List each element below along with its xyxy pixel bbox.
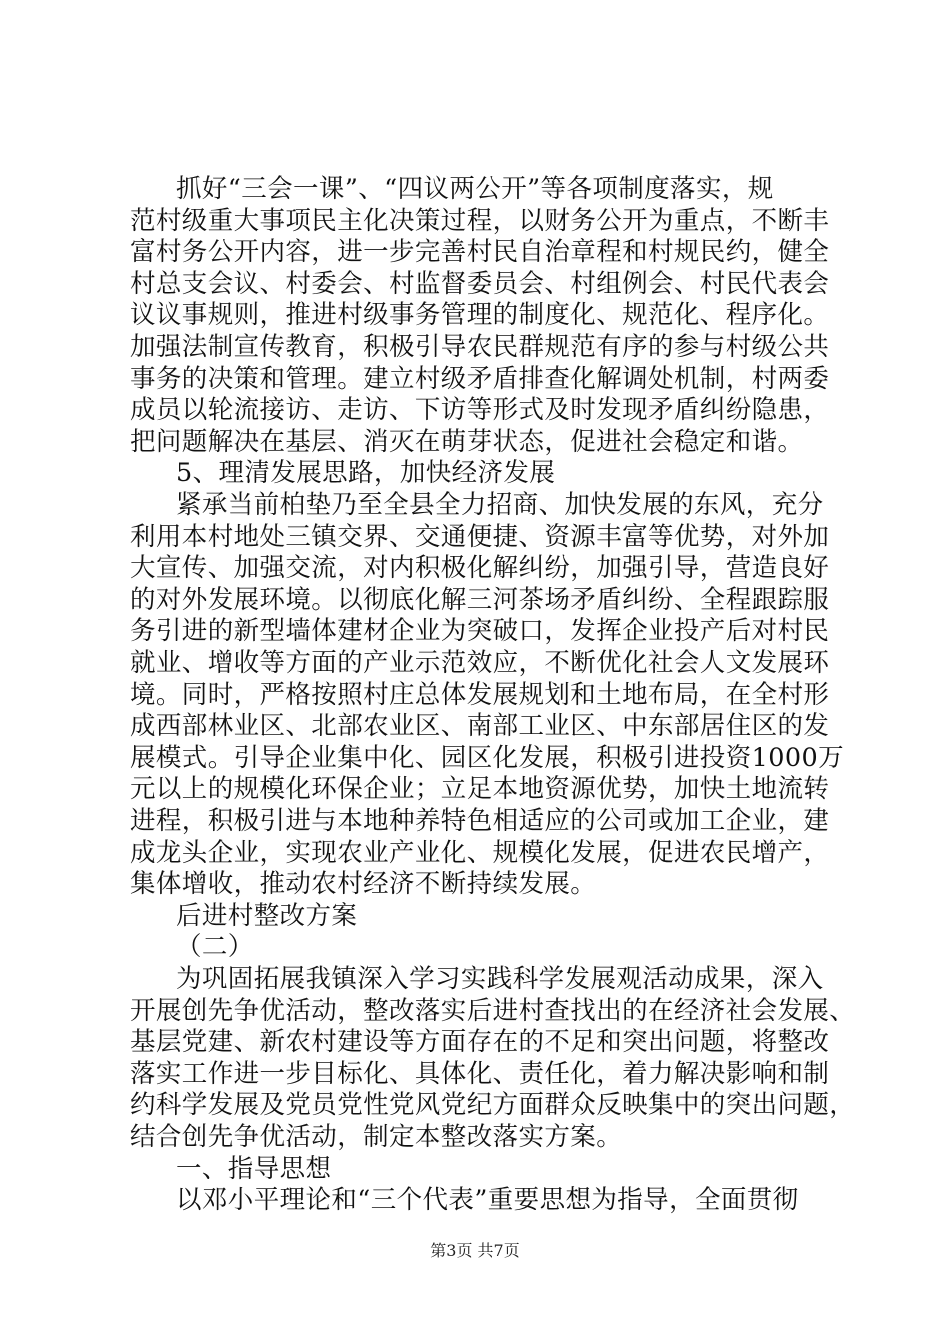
paragraph-line: 事务的决策和管理。建立村级矛盾排查化解调处机制，村两委 [130, 363, 830, 394]
paragraph-line: 进程，积极引进与本地种养特色相适应的公司或加工企业，建 [130, 806, 830, 836]
document-subtitle: （二） [176, 932, 254, 963]
paragraph-line: 务引进的新型墙体建材企业为突破口，发挥企业投产后对村民 [130, 616, 830, 647]
paragraph-line: 基层党建、新农村建设等方面存在的不足和突出问题，将整改 [130, 1027, 830, 1058]
paragraph-line: 成员以轮流接访、走访、下访等形式及时发现矛盾纠纷隐患， [130, 395, 830, 426]
paragraph-line: 紧承当前柏垫乃至全县全力招商、加快发展的东风，充分 [176, 490, 824, 520]
paragraph-line: 结合创先争优活动，制定本整改落实方案。 [130, 1122, 623, 1152]
paragraph-line: 把问题解决在基层、消灭在萌芽状态，促进社会稳定和谐。 [130, 426, 804, 457]
paragraph-line: 为巩固拓展我镇深入学习实践科学发展观活动成果，深入 [176, 964, 824, 994]
paragraph-line: 大宣传、加强交流，对内积极化解纠纷，加强引导，营造良好 [130, 553, 830, 584]
paragraph-line: 以邓小平理论和“三个代表”重要思想为指导，全面贯彻 [176, 1185, 799, 1216]
paragraph-line: 成西部林业区、北部农业区、南部工业区、中东部居住区的发 [130, 711, 830, 742]
paragraph-line: 村总支会议、村委会、村监督委员会、村组例会、村民代表会 [130, 268, 830, 299]
paragraph-line: 范村级重大事项民主化决策过程，以财务公开为重点，不断丰 [130, 205, 830, 236]
paragraph-line: 议议事规则，推进村级事务管理的制度化、规范化、程序化。 [130, 300, 830, 331]
paragraph-line: 富村务公开内容，进一步完善村民自治章程和村规民约，健全 [130, 237, 830, 268]
paragraph-line: 约科学发展及党员党性党风党纪方面群众反映集中的突出问题， [130, 1090, 856, 1121]
page-footer: 第3页 共7页 [430, 1241, 520, 1260]
paragraph-line: 的对外发展环境。以彻底化解三河茶场矛盾纠纷、全程跟踪服 [130, 584, 830, 615]
paragraph-line: 成龙头企业，实现农业产业化、规模化发展，促进农民增产， [130, 837, 830, 868]
paragraph-line: 落实工作进一步目标化、具体化、责任化，着力解决影响和制 [130, 1058, 830, 1089]
paragraph-line: 展模式。引导企业集中化、园区化发展，积极引进投资1000万 [130, 742, 844, 773]
section-heading: 一、指导思想 [176, 1153, 332, 1184]
paragraph-line: 开展创先争优活动，整改落实后进村查找出的在经济社会发展、 [130, 995, 856, 1026]
paragraph-line: 集体增收，推动农村经济不断持续发展。 [130, 869, 597, 900]
document-title: 后进村整改方案 [176, 900, 358, 931]
paragraph-line: 境。同时，严格按照村庄总体发展规划和土地布局，在全村形 [130, 679, 830, 710]
paragraph-line: 就业、增收等方面的产业示范效应，不断优化社会人文发展环 [130, 648, 830, 678]
paragraph-line: 利用本村地处三镇交界、交通便捷、资源丰富等优势，对外加 [130, 521, 830, 552]
paragraph-line: 加强法制宣传教育，积极引导农民群规范有序的参与村级公共 [130, 332, 830, 362]
paragraph-line: 抓好“三会一课”、“四议两公开”等各项制度落实，规 [176, 174, 774, 204]
section-heading: 5、理清发展思路，加快经济发展 [176, 458, 556, 489]
paragraph-line: 元以上的规模化环保企业；立足本地资源优势，加快土地流转 [130, 774, 830, 805]
